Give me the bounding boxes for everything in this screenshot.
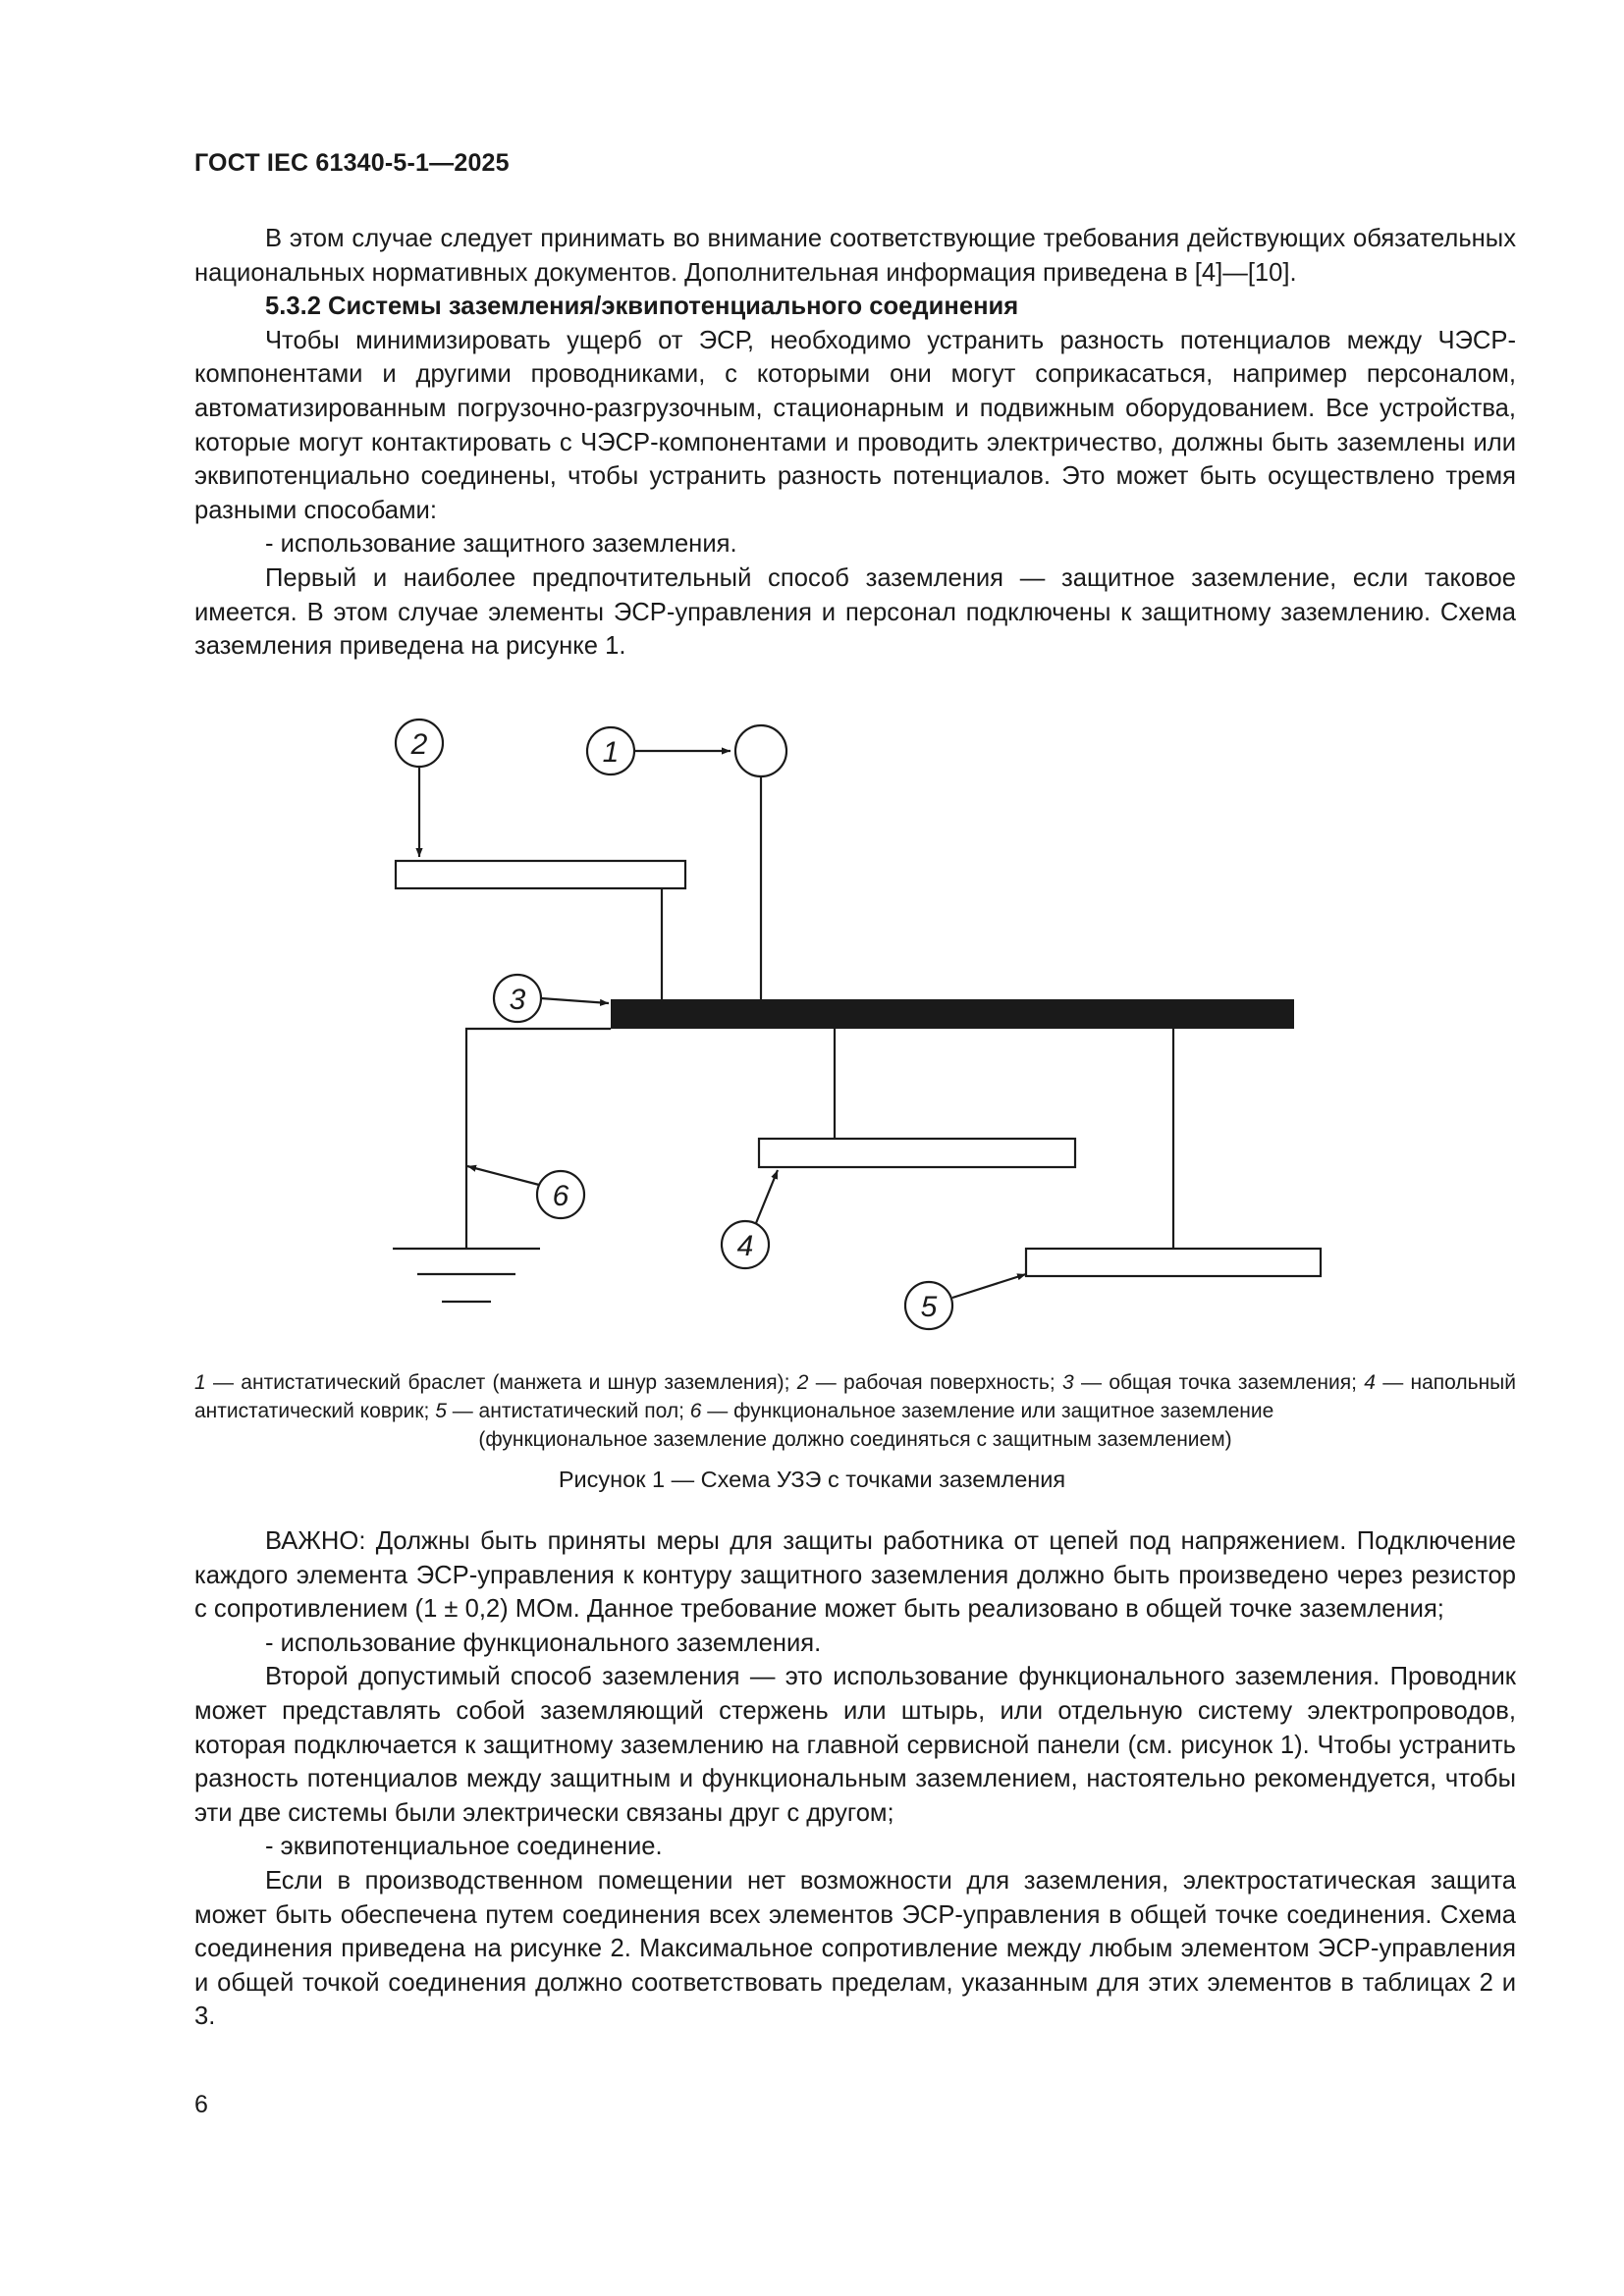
work-surface: [396, 861, 685, 888]
label-3: 3: [509, 984, 526, 1016]
list-item: - использование функционального заземления.: [265, 1629, 822, 1657]
text-block-bottom: [194, 1524, 1516, 2034]
legend-num: 1: [194, 1371, 206, 1394]
page-header: ГОСТ IEC 61340-5-1—2025: [194, 149, 510, 177]
figure-legend: [194, 1368, 1516, 1454]
legend-text: — рабочая поверхность;: [808, 1371, 1063, 1394]
paragraph: В этом случае следует принимать во внимание соответствующие требования действующих обязательных национальных нормативных документов. Дополнительная информация приведена в [4]—[10].: [194, 225, 1516, 287]
paragraph: Второй допустимый способ заземления — это использование функционального заземления. Проводник может представлять собой заземляющий стержень или штырь, или отдельную систему электропроводов, которая подключается к защитному заземлению на главной сервисной панели (см. рисунок 1). Чтобы устранить разность потенциалов между защитным и функциональным заземлением, настоятельно рекомендуется, чтобы эти две системы были электрически связаны друг с другом;: [194, 1663, 1516, 1827]
legend-text: — функциональное заземление или защитное заземление: [701, 1400, 1274, 1422]
legend-num: 6: [689, 1400, 702, 1422]
paragraph: ВАЖНО: Должны быть приняты меры для защиты работника от цепей под напряжением. Подключение каждого элемента ЭСР-управления к контуру защитного заземления должно быть произведено через резистор с сопротивлением (1 ± 0,2) МОм. Данное требование может быть реализовано в общей точке заземления;: [194, 1527, 1516, 1624]
legend-text: — напольный антистатический коврик;: [194, 1371, 1517, 1422]
paragraph: Чтобы минимизировать ущерб от ЭСР, необходимо устранить разность потенциалов между ЧЭСР-компонентами и другими проводниками, с которыми они могут соприкасаться, например персоналом, автоматизированным погрузочно-разгрузочным, стационарным и подвижным оборудованием. Все устройства, которые могут контактировать с ЧЭСР-компонентами и проводить электричество, должны быть заземлены или эквипотенциально соединены, чтобы устранить разность потенциалов. Это может быть осуществлено тремя разными способами:: [194, 326, 1516, 524]
legend-lines: [194, 1368, 1516, 1425]
legend-num: 5: [435, 1400, 447, 1422]
label-4: 4: [736, 1230, 754, 1262]
list-item: - эквипотенциальное соединение.: [265, 1833, 663, 1861]
figure-caption: Рисунок 1 — Схема УЗЭ с точками заземления: [558, 1467, 1066, 1492]
legend-text: — общая точка заземления;: [1073, 1371, 1365, 1394]
page-number: 6: [194, 2091, 208, 2118]
legend-text: — антистатический пол;: [446, 1400, 690, 1422]
floor-mat: [759, 1139, 1075, 1167]
legend-num: 3: [1062, 1371, 1074, 1394]
label-2: 2: [410, 728, 428, 761]
legend-last-line: (функциональное заземление должно соединяться с защитным заземлением): [478, 1428, 1232, 1451]
legend-num: 4: [1364, 1371, 1376, 1394]
paragraph: Первый и наиболее предпочтительный способ заземления — защитное заземление, если таковое имеется. В этом случае элементы ЭСР-управления и персонал подключены к защитному заземлению. Схема заземления приведена на рисунке 1.: [194, 563, 1516, 661]
label-5: 5: [920, 1291, 938, 1323]
section-heading: 5.3.2 Системы заземления/эквипотенциального соединения: [265, 293, 1019, 321]
common-grounding-bar: [611, 999, 1294, 1029]
legend-num: 2: [796, 1371, 809, 1394]
paragraph: Если в производственном помещении нет возможности для заземления, электростатическая защита может быть обеспечена путем соединения всех элементов ЭСР-управления в общей точке соединения. Схема соединения приведена на рисунке 2. Максимальное сопротивление между любым элементом ЭСР-управления и общей точкой соединения должно соответствовать пределам, указанным для этих элементов в таблицах 2 и 3.: [194, 1866, 1516, 2031]
label-1: 1: [602, 736, 620, 769]
legend-text: — антистатический браслет (манжета и шнур заземления);: [205, 1371, 797, 1394]
wrist-strap-symbol: [735, 725, 786, 776]
antistatic-floor: [1026, 1249, 1321, 1276]
label-6: 6: [552, 1180, 569, 1212]
list-item: - использование защитного заземления.: [265, 530, 737, 559]
